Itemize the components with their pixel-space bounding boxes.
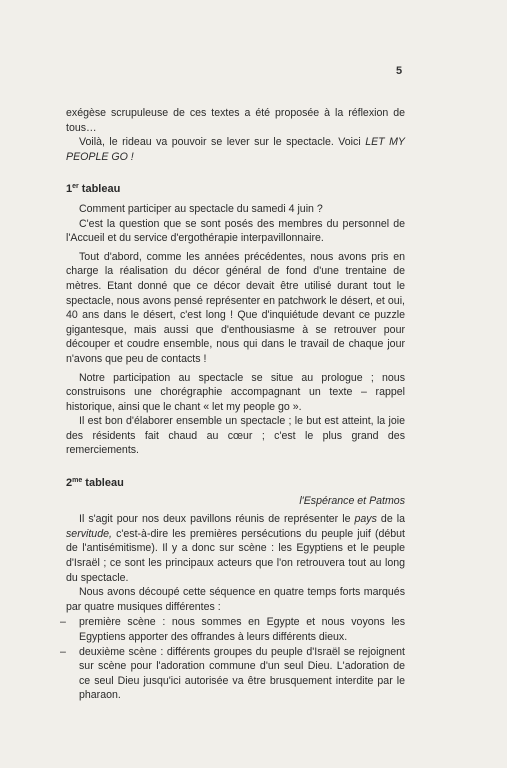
- section1-paragraph-3: Tout d'abord, comme les années précédentes, nous avons pris en charge la réalisation du décor général de fond d'une trentaine de mètres. Etant donné que ce décor devait être utilisé durant tout le spectacle, nous avons pensé représenter en patchwork le désert, et oui, 40 ans dans le désert, c'est long ! Que d'inquiétude devant ce puzzle gigantesque, mais aussi que d'enthousiasme à se retrouver pour découper et coudre ensemble, nous qui dans le travail de chaque jour n'avons que peu de contacts !: [66, 250, 405, 365]
- section1-paragraph-4: Notre participation au spectacle se situe au prologue ; nous construisons une chorégraphie accompagnant un texte – rappel historique, ainsi que le chant « let my people go ».: [66, 371, 405, 413]
- page-content: [60, 106, 406, 703]
- section2-paragraph-1-e: c'est-à-dire les premières persécutions du peuple juif (début de l'antisémitisme). Il y a donc sur scène : les Egyptiens et le peuple d'Israël ; ce sont les principaux acteurs que l'on retrouvera tout au long du spectacle.: [66, 527, 405, 584]
- list-item-text: deuxième scène : différents groupes du peuple d'Israël se rejoignent sur scène pour l'adoration commune d'un seul Dieu. L'adoration de ce seul Dieu jusqu'ici autorisée va être brusquement interdite par le pharaon.: [79, 645, 405, 702]
- section2-subtitle: l'Espérance et Patmos: [299, 494, 405, 507]
- section2-paragraph-1-b: pays: [354, 513, 377, 526]
- show-title: LET MY PEOPLE GO !: [66, 136, 406, 163]
- scene-list: [60, 615, 405, 703]
- section-heading-1-word: tableau: [78, 183, 121, 196]
- section-heading-1-num: 1: [66, 183, 73, 196]
- section2-paragraph-1: [66, 512, 405, 585]
- section-heading-1: [66, 180, 405, 197]
- list-dash: –: [60, 645, 66, 658]
- section2-paragraph-2: Nous avons découpé cette séquence en quatre temps forts marqués par quatre musiques différentes :: [66, 586, 405, 613]
- paragraph-curtain-text: Voilà, le rideau va pouvoir se lever sur le spectacle. Voici: [79, 136, 366, 149]
- list-item-text: première scène : nous sommes en Egypte et nous voyons les Egyptiens apporter des offrandes à leurs différents dieux.: [79, 616, 405, 643]
- section1-paragraph-1: Comment participer au spectacle du samedi 4 juin ?: [79, 202, 323, 215]
- section-heading-2-word: tableau: [82, 477, 124, 490]
- page-number: 5: [396, 65, 403, 77]
- section2-paragraph-1-d: servitude,: [66, 527, 112, 540]
- section-heading-2: [66, 474, 405, 491]
- list-item: [60, 615, 405, 644]
- section1-paragraph-2: C'est la question que se sont posés des membres du personnel de l'Accueil et du service d'ergothérapie interpavillonnaire.: [66, 217, 405, 245]
- list-dash: –: [60, 616, 66, 629]
- section1-paragraph-5: Il est bon d'élaborer ensemble un spectacle ; le but est atteint, la joie des résidents fait chaud au cœur ; c'est le plus grand des remerciements.: [66, 415, 405, 457]
- paragraph-intro-continuation: exégèse scrupuleuse de ces textes a été proposée à la réflexion de tous…: [66, 107, 405, 134]
- section-heading-2-sup: me: [72, 477, 83, 485]
- paragraph-curtain: [66, 135, 405, 164]
- section2-paragraph-1-c: de la: [376, 513, 405, 526]
- section-heading-2-num: 2: [66, 477, 73, 490]
- section2-paragraph-1-a: Il s'agit pour nos deux pavillons réunis de représenter le: [79, 513, 355, 526]
- section-heading-1-sup: er: [72, 183, 79, 191]
- list-item: [60, 645, 405, 703]
